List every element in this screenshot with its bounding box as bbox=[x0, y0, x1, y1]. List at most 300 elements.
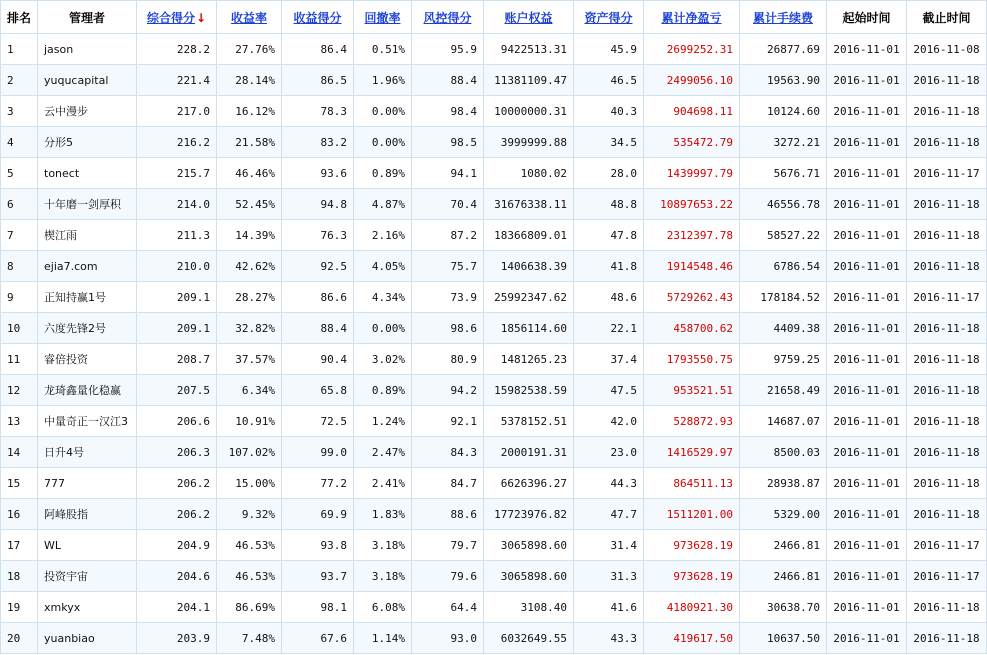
cell-cumulative-fees: 8500.03 bbox=[740, 437, 827, 468]
cell-composite-score: 204.9 bbox=[137, 530, 217, 561]
cell-return-score: 86.4 bbox=[282, 34, 354, 65]
cell-asset-score: 48.8 bbox=[574, 189, 644, 220]
cell-drawdown-rate: 6.08% bbox=[354, 592, 412, 623]
cell-asset-score: 40.3 bbox=[574, 96, 644, 127]
cell-composite-score: 206.2 bbox=[137, 468, 217, 499]
cell-end-time: 2016-11-08 bbox=[907, 34, 987, 65]
cell-drawdown-rate: 3.02% bbox=[354, 344, 412, 375]
cell-manager: 楔江雨 bbox=[38, 220, 137, 251]
cell-risk-score: 88.4 bbox=[412, 65, 484, 96]
cell-drawdown-rate: 0.51% bbox=[354, 34, 412, 65]
cell-return-score: 67.6 bbox=[282, 623, 354, 654]
header-asset-score[interactable] bbox=[574, 1, 644, 34]
cell-manager: 777 bbox=[38, 468, 137, 499]
cell-start-time: 2016-11-01 bbox=[827, 561, 907, 592]
cell-start-time: 2016-11-01 bbox=[827, 34, 907, 65]
cell-risk-score: 84.3 bbox=[412, 437, 484, 468]
cell-account-equity: 31676338.11 bbox=[484, 189, 574, 220]
cell-return-score: 90.4 bbox=[282, 344, 354, 375]
cell-composite-score: 206.3 bbox=[137, 437, 217, 468]
sort-link-asset-score[interactable]: 资产得分 bbox=[584, 10, 633, 25]
cell-end-time: 2016-11-18 bbox=[907, 623, 987, 654]
cell-rank: 1 bbox=[1, 34, 38, 65]
cell-manager: yuqucapital bbox=[38, 65, 137, 96]
header-cumulative-fees[interactable] bbox=[740, 1, 827, 34]
cell-cumulative-fees: 5329.00 bbox=[740, 499, 827, 530]
cell-return-score: 72.5 bbox=[282, 406, 354, 437]
cell-composite-score: 210.0 bbox=[137, 251, 217, 282]
cell-start-time: 2016-11-01 bbox=[827, 65, 907, 96]
cell-end-time: 2016-11-18 bbox=[907, 468, 987, 499]
cell-account-equity: 2000191.31 bbox=[484, 437, 574, 468]
cell-return-score: 86.5 bbox=[282, 65, 354, 96]
cell-start-time: 2016-11-01 bbox=[827, 344, 907, 375]
cell-cumulative-fees: 2466.81 bbox=[740, 530, 827, 561]
cell-risk-score: 73.9 bbox=[412, 282, 484, 313]
cell-composite-score: 211.3 bbox=[137, 220, 217, 251]
cell-manager: 投资宇宙 bbox=[38, 561, 137, 592]
cell-cumulative-fees: 9759.25 bbox=[740, 344, 827, 375]
cell-return-score: 92.5 bbox=[282, 251, 354, 282]
cell-drawdown-rate: 3.18% bbox=[354, 561, 412, 592]
cell-asset-score: 34.5 bbox=[574, 127, 644, 158]
cell-manager: 分形5 bbox=[38, 127, 137, 158]
header-manager: 管理者 bbox=[38, 1, 137, 34]
header-start-time: 起始时间 bbox=[827, 1, 907, 34]
cell-return-rate: 9.32% bbox=[217, 499, 282, 530]
cell-rank: 17 bbox=[1, 530, 38, 561]
cell-return-score: 98.1 bbox=[282, 592, 354, 623]
cell-cumulative-net-pnl: 535472.79 bbox=[644, 127, 740, 158]
cell-manager: xmkyx bbox=[38, 592, 137, 623]
cell-end-time: 2016-11-18 bbox=[907, 344, 987, 375]
cell-account-equity: 1406638.39 bbox=[484, 251, 574, 282]
cell-drawdown-rate: 1.96% bbox=[354, 65, 412, 96]
cell-account-equity: 1080.02 bbox=[484, 158, 574, 189]
table-body bbox=[1, 34, 987, 654]
table-row bbox=[1, 623, 987, 654]
cell-start-time: 2016-11-01 bbox=[827, 375, 907, 406]
cell-start-time: 2016-11-01 bbox=[827, 96, 907, 127]
cell-manager: yuanbiao bbox=[38, 623, 137, 654]
cell-cumulative-fees: 14687.07 bbox=[740, 406, 827, 437]
cell-return-rate: 37.57% bbox=[217, 344, 282, 375]
cell-end-time: 2016-11-18 bbox=[907, 592, 987, 623]
cell-cumulative-fees: 19563.90 bbox=[740, 65, 827, 96]
cell-manager: jason bbox=[38, 34, 137, 65]
cell-composite-score: 206.2 bbox=[137, 499, 217, 530]
cell-rank: 9 bbox=[1, 282, 38, 313]
cell-cumulative-fees: 21658.49 bbox=[740, 375, 827, 406]
cell-return-rate: 21.58% bbox=[217, 127, 282, 158]
cell-return-score: 65.8 bbox=[282, 375, 354, 406]
cell-end-time: 2016-11-18 bbox=[907, 437, 987, 468]
cell-manager: 六度先锋2号 bbox=[38, 313, 137, 344]
cell-risk-score: 94.1 bbox=[412, 158, 484, 189]
cell-rank: 12 bbox=[1, 375, 38, 406]
cell-account-equity: 6032649.55 bbox=[484, 623, 574, 654]
cell-manager: ejia7.com bbox=[38, 251, 137, 282]
cell-asset-score: 44.3 bbox=[574, 468, 644, 499]
cell-cumulative-net-pnl: 528872.93 bbox=[644, 406, 740, 437]
cell-drawdown-rate: 4.87% bbox=[354, 189, 412, 220]
cell-account-equity: 3108.40 bbox=[484, 592, 574, 623]
cell-end-time: 2016-11-18 bbox=[907, 96, 987, 127]
cell-account-equity: 9422513.31 bbox=[484, 34, 574, 65]
cell-return-rate: 32.82% bbox=[217, 313, 282, 344]
cell-account-equity: 1856114.60 bbox=[484, 313, 574, 344]
cell-manager: 云中漫步 bbox=[38, 96, 137, 127]
sort-link-return-score[interactable]: 收益得分 bbox=[293, 10, 342, 25]
cell-manager: 日升4号 bbox=[38, 437, 137, 468]
cell-end-time: 2016-11-18 bbox=[907, 499, 987, 530]
cell-risk-score: 84.7 bbox=[412, 468, 484, 499]
cell-rank: 5 bbox=[1, 158, 38, 189]
cell-account-equity: 3065898.60 bbox=[484, 530, 574, 561]
cell-cumulative-fees: 26877.69 bbox=[740, 34, 827, 65]
cell-start-time: 2016-11-01 bbox=[827, 220, 907, 251]
cell-drawdown-rate: 0.00% bbox=[354, 96, 412, 127]
cell-rank: 10 bbox=[1, 313, 38, 344]
table-row bbox=[1, 592, 987, 623]
cell-manager: 十年磨一剑厚积 bbox=[38, 189, 137, 220]
cell-end-time: 2016-11-18 bbox=[907, 189, 987, 220]
cell-account-equity: 3999999.88 bbox=[484, 127, 574, 158]
table-row bbox=[1, 561, 987, 592]
cell-risk-score: 79.7 bbox=[412, 530, 484, 561]
cell-manager: 正知持赢1号 bbox=[38, 282, 137, 313]
cell-cumulative-fees: 178184.52 bbox=[740, 282, 827, 313]
cell-end-time: 2016-11-18 bbox=[907, 65, 987, 96]
cell-return-rate: 10.91% bbox=[217, 406, 282, 437]
header-return-rate[interactable] bbox=[217, 1, 282, 34]
cell-end-time: 2016-11-18 bbox=[907, 127, 987, 158]
cell-drawdown-rate: 2.16% bbox=[354, 220, 412, 251]
table-row bbox=[1, 34, 987, 65]
cell-end-time: 2016-11-18 bbox=[907, 406, 987, 437]
cell-rank: 14 bbox=[1, 437, 38, 468]
cell-drawdown-rate: 4.34% bbox=[354, 282, 412, 313]
sort-link-drawdown-rate[interactable]: 回撤率 bbox=[364, 10, 401, 25]
cell-composite-score: 207.5 bbox=[137, 375, 217, 406]
cell-rank: 13 bbox=[1, 406, 38, 437]
table-row bbox=[1, 313, 987, 344]
table-header bbox=[1, 1, 987, 34]
cell-return-rate: 46.53% bbox=[217, 530, 282, 561]
cell-cumulative-fees: 3272.21 bbox=[740, 127, 827, 158]
cell-asset-score: 37.4 bbox=[574, 344, 644, 375]
cell-end-time: 2016-11-18 bbox=[907, 220, 987, 251]
cell-return-rate: 86.69% bbox=[217, 592, 282, 623]
cell-rank: 4 bbox=[1, 127, 38, 158]
cell-asset-score: 45.9 bbox=[574, 34, 644, 65]
cell-start-time: 2016-11-01 bbox=[827, 530, 907, 561]
cell-asset-score: 43.3 bbox=[574, 623, 644, 654]
cell-asset-score: 31.4 bbox=[574, 530, 644, 561]
cell-cumulative-net-pnl: 864511.13 bbox=[644, 468, 740, 499]
cell-composite-score: 214.0 bbox=[137, 189, 217, 220]
sort-link-account-equity[interactable]: 账户权益 bbox=[504, 10, 553, 25]
cell-drawdown-rate: 0.89% bbox=[354, 375, 412, 406]
cell-manager: tonect bbox=[38, 158, 137, 189]
cell-return-score: 78.3 bbox=[282, 96, 354, 127]
cell-drawdown-rate: 0.00% bbox=[354, 127, 412, 158]
sort-desc-icon: ↓ bbox=[195, 10, 207, 25]
table-row bbox=[1, 468, 987, 499]
cell-asset-score: 47.5 bbox=[574, 375, 644, 406]
cell-cumulative-net-pnl: 973628.19 bbox=[644, 530, 740, 561]
cell-return-rate: 28.27% bbox=[217, 282, 282, 313]
cell-risk-score: 70.4 bbox=[412, 189, 484, 220]
cell-return-rate: 42.62% bbox=[217, 251, 282, 282]
sort-link-return-rate[interactable]: 收益率 bbox=[230, 10, 267, 25]
cell-risk-score: 80.9 bbox=[412, 344, 484, 375]
cell-composite-score: 209.1 bbox=[137, 282, 217, 313]
cell-manager: WL bbox=[38, 530, 137, 561]
cell-cumulative-net-pnl: 458700.62 bbox=[644, 313, 740, 344]
cell-risk-score: 98.5 bbox=[412, 127, 484, 158]
cell-cumulative-net-pnl: 2312397.78 bbox=[644, 220, 740, 251]
table-row bbox=[1, 65, 987, 96]
cell-rank: 8 bbox=[1, 251, 38, 282]
cell-return-rate: 46.46% bbox=[217, 158, 282, 189]
cell-end-time: 2016-11-17 bbox=[907, 282, 987, 313]
cell-risk-score: 79.6 bbox=[412, 561, 484, 592]
cell-cumulative-net-pnl: 4180921.30 bbox=[644, 592, 740, 623]
cell-drawdown-rate: 2.47% bbox=[354, 437, 412, 468]
cell-rank: 6 bbox=[1, 189, 38, 220]
cell-composite-score: 228.2 bbox=[137, 34, 217, 65]
cell-account-equity: 25992347.62 bbox=[484, 282, 574, 313]
cell-account-equity: 18366809.01 bbox=[484, 220, 574, 251]
cell-risk-score: 88.6 bbox=[412, 499, 484, 530]
sort-link-cumulative-fees[interactable]: 累计手续费 bbox=[752, 10, 813, 25]
cell-return-rate: 7.48% bbox=[217, 623, 282, 654]
cell-rank: 3 bbox=[1, 96, 38, 127]
cell-return-score: 77.2 bbox=[282, 468, 354, 499]
cell-rank: 7 bbox=[1, 220, 38, 251]
cell-end-time: 2016-11-18 bbox=[907, 313, 987, 344]
cell-risk-score: 92.1 bbox=[412, 406, 484, 437]
cell-return-rate: 15.00% bbox=[217, 468, 282, 499]
cell-return-score: 93.7 bbox=[282, 561, 354, 592]
cell-cumulative-net-pnl: 1914548.46 bbox=[644, 251, 740, 282]
cell-end-time: 2016-11-17 bbox=[907, 158, 987, 189]
cell-cumulative-net-pnl: 2699252.31 bbox=[644, 34, 740, 65]
cell-rank: 15 bbox=[1, 468, 38, 499]
cell-risk-score: 98.4 bbox=[412, 96, 484, 127]
cell-cumulative-fees: 5676.71 bbox=[740, 158, 827, 189]
table-row bbox=[1, 375, 987, 406]
sort-link-risk-score[interactable]: 风控得分 bbox=[423, 10, 472, 25]
cell-cumulative-net-pnl: 1793550.75 bbox=[644, 344, 740, 375]
cell-rank: 18 bbox=[1, 561, 38, 592]
cell-manager: 阿峰股指 bbox=[38, 499, 137, 530]
cell-risk-score: 87.2 bbox=[412, 220, 484, 251]
cell-composite-score: 206.6 bbox=[137, 406, 217, 437]
cell-start-time: 2016-11-01 bbox=[827, 158, 907, 189]
cell-return-score: 83.2 bbox=[282, 127, 354, 158]
cell-account-equity: 11381109.47 bbox=[484, 65, 574, 96]
cell-account-equity: 10000000.31 bbox=[484, 96, 574, 127]
table-row bbox=[1, 189, 987, 220]
cell-cumulative-fees: 58527.22 bbox=[740, 220, 827, 251]
cell-drawdown-rate: 4.05% bbox=[354, 251, 412, 282]
cell-rank: 11 bbox=[1, 344, 38, 375]
cell-cumulative-net-pnl: 2499056.10 bbox=[644, 65, 740, 96]
cell-risk-score: 95.9 bbox=[412, 34, 484, 65]
cell-cumulative-net-pnl: 1511201.00 bbox=[644, 499, 740, 530]
cell-risk-score: 64.4 bbox=[412, 592, 484, 623]
cell-drawdown-rate: 3.18% bbox=[354, 530, 412, 561]
cell-composite-score: 217.0 bbox=[137, 96, 217, 127]
cell-drawdown-rate: 1.14% bbox=[354, 623, 412, 654]
table-row bbox=[1, 251, 987, 282]
table-row bbox=[1, 499, 987, 530]
header-return-score[interactable] bbox=[282, 1, 354, 34]
cell-rank: 19 bbox=[1, 592, 38, 623]
cell-end-time: 2016-11-18 bbox=[907, 375, 987, 406]
cell-cumulative-fees: 6786.54 bbox=[740, 251, 827, 282]
cell-start-time: 2016-11-01 bbox=[827, 313, 907, 344]
cell-cumulative-net-pnl: 1439997.79 bbox=[644, 158, 740, 189]
cell-drawdown-rate: 2.41% bbox=[354, 468, 412, 499]
cell-cumulative-fees: 2466.81 bbox=[740, 561, 827, 592]
cell-start-time: 2016-11-01 bbox=[827, 499, 907, 530]
cell-asset-score: 41.8 bbox=[574, 251, 644, 282]
cell-return-score: 86.6 bbox=[282, 282, 354, 313]
cell-return-rate: 107.02% bbox=[217, 437, 282, 468]
cell-cumulative-fees: 10637.50 bbox=[740, 623, 827, 654]
table-row bbox=[1, 282, 987, 313]
cell-asset-score: 47.7 bbox=[574, 499, 644, 530]
header-end-time: 截止时间 bbox=[907, 1, 987, 34]
cell-asset-score: 31.3 bbox=[574, 561, 644, 592]
cell-start-time: 2016-11-01 bbox=[827, 592, 907, 623]
cell-drawdown-rate: 1.83% bbox=[354, 499, 412, 530]
cell-return-rate: 14.39% bbox=[217, 220, 282, 251]
cell-composite-score: 215.7 bbox=[137, 158, 217, 189]
header-row bbox=[1, 1, 987, 34]
cell-account-equity: 17723976.82 bbox=[484, 499, 574, 530]
cell-composite-score: 203.9 bbox=[137, 623, 217, 654]
cell-end-time: 2016-11-17 bbox=[907, 561, 987, 592]
cell-return-rate: 27.76% bbox=[217, 34, 282, 65]
cell-return-score: 94.8 bbox=[282, 189, 354, 220]
cell-risk-score: 75.7 bbox=[412, 251, 484, 282]
cell-asset-score: 46.5 bbox=[574, 65, 644, 96]
cell-account-equity: 6626396.27 bbox=[484, 468, 574, 499]
cell-asset-score: 47.8 bbox=[574, 220, 644, 251]
cell-cumulative-fees: 28938.87 bbox=[740, 468, 827, 499]
cell-cumulative-net-pnl: 1416529.97 bbox=[644, 437, 740, 468]
cell-account-equity: 1481265.23 bbox=[484, 344, 574, 375]
table-row bbox=[1, 220, 987, 251]
cell-asset-score: 42.0 bbox=[574, 406, 644, 437]
header-drawdown-rate[interactable] bbox=[354, 1, 412, 34]
cell-asset-score: 48.6 bbox=[574, 282, 644, 313]
table-row bbox=[1, 344, 987, 375]
table-row bbox=[1, 530, 987, 561]
cell-return-score: 76.3 bbox=[282, 220, 354, 251]
cell-cumulative-fees: 30638.70 bbox=[740, 592, 827, 623]
cell-start-time: 2016-11-01 bbox=[827, 127, 907, 158]
cell-return-rate: 6.34% bbox=[217, 375, 282, 406]
cell-composite-score: 204.6 bbox=[137, 561, 217, 592]
sort-link-cumulative-net-pnl[interactable]: 累计净盈亏 bbox=[661, 10, 722, 25]
cell-start-time: 2016-11-01 bbox=[827, 623, 907, 654]
cell-return-rate: 52.45% bbox=[217, 189, 282, 220]
cell-cumulative-net-pnl: 953521.51 bbox=[644, 375, 740, 406]
cell-risk-score: 98.6 bbox=[412, 313, 484, 344]
sort-link-composite-score[interactable]: 综合得分 bbox=[146, 10, 195, 25]
cell-manager: 睿倍投资 bbox=[38, 344, 137, 375]
cell-return-rate: 46.53% bbox=[217, 561, 282, 592]
cell-cumulative-net-pnl: 5729262.43 bbox=[644, 282, 740, 313]
header-rank: 排名 bbox=[1, 1, 38, 34]
cell-risk-score: 93.0 bbox=[412, 623, 484, 654]
cell-asset-score: 28.0 bbox=[574, 158, 644, 189]
cell-end-time: 2016-11-18 bbox=[907, 251, 987, 282]
cell-end-time: 2016-11-17 bbox=[907, 530, 987, 561]
cell-asset-score: 22.1 bbox=[574, 313, 644, 344]
cell-account-equity: 3065898.60 bbox=[484, 561, 574, 592]
cell-composite-score: 209.1 bbox=[137, 313, 217, 344]
cell-cumulative-net-pnl: 419617.50 bbox=[644, 623, 740, 654]
cell-return-rate: 16.12% bbox=[217, 96, 282, 127]
cell-drawdown-rate: 0.89% bbox=[354, 158, 412, 189]
cell-asset-score: 23.0 bbox=[574, 437, 644, 468]
cell-account-equity: 15982538.59 bbox=[484, 375, 574, 406]
cell-cumulative-fees: 10124.60 bbox=[740, 96, 827, 127]
cell-return-score: 93.6 bbox=[282, 158, 354, 189]
cell-start-time: 2016-11-01 bbox=[827, 437, 907, 468]
cell-start-time: 2016-11-01 bbox=[827, 282, 907, 313]
cell-rank: 2 bbox=[1, 65, 38, 96]
cell-return-score: 88.4 bbox=[282, 313, 354, 344]
header-risk-score[interactable] bbox=[412, 1, 484, 34]
cell-manager: 龙琦鑫量化稳赢 bbox=[38, 375, 137, 406]
table-row bbox=[1, 127, 987, 158]
cell-return-rate: 28.14% bbox=[217, 65, 282, 96]
cell-manager: 中量奇正一汉江3 bbox=[38, 406, 137, 437]
header-cumulative-net-pnl[interactable] bbox=[644, 1, 740, 34]
cell-start-time: 2016-11-01 bbox=[827, 189, 907, 220]
cell-rank: 16 bbox=[1, 499, 38, 530]
cell-account-equity: 5378152.51 bbox=[484, 406, 574, 437]
cell-asset-score: 41.6 bbox=[574, 592, 644, 623]
table-row bbox=[1, 158, 987, 189]
cell-cumulative-net-pnl: 973628.19 bbox=[644, 561, 740, 592]
cell-composite-score: 204.1 bbox=[137, 592, 217, 623]
cell-risk-score: 94.2 bbox=[412, 375, 484, 406]
cell-cumulative-fees: 4409.38 bbox=[740, 313, 827, 344]
header-composite-score[interactable] bbox=[137, 1, 217, 34]
header-account-equity[interactable] bbox=[484, 1, 574, 34]
cell-start-time: 2016-11-01 bbox=[827, 251, 907, 282]
table-row bbox=[1, 96, 987, 127]
cell-drawdown-rate: 0.00% bbox=[354, 313, 412, 344]
cell-composite-score: 221.4 bbox=[137, 65, 217, 96]
cell-composite-score: 208.7 bbox=[137, 344, 217, 375]
cell-composite-score: 216.2 bbox=[137, 127, 217, 158]
cell-start-time: 2016-11-01 bbox=[827, 406, 907, 437]
cell-cumulative-net-pnl: 10897653.22 bbox=[644, 189, 740, 220]
cell-start-time: 2016-11-01 bbox=[827, 468, 907, 499]
cell-cumulative-net-pnl: 904698.11 bbox=[644, 96, 740, 127]
table-row bbox=[1, 406, 987, 437]
cell-cumulative-fees: 46556.78 bbox=[740, 189, 827, 220]
